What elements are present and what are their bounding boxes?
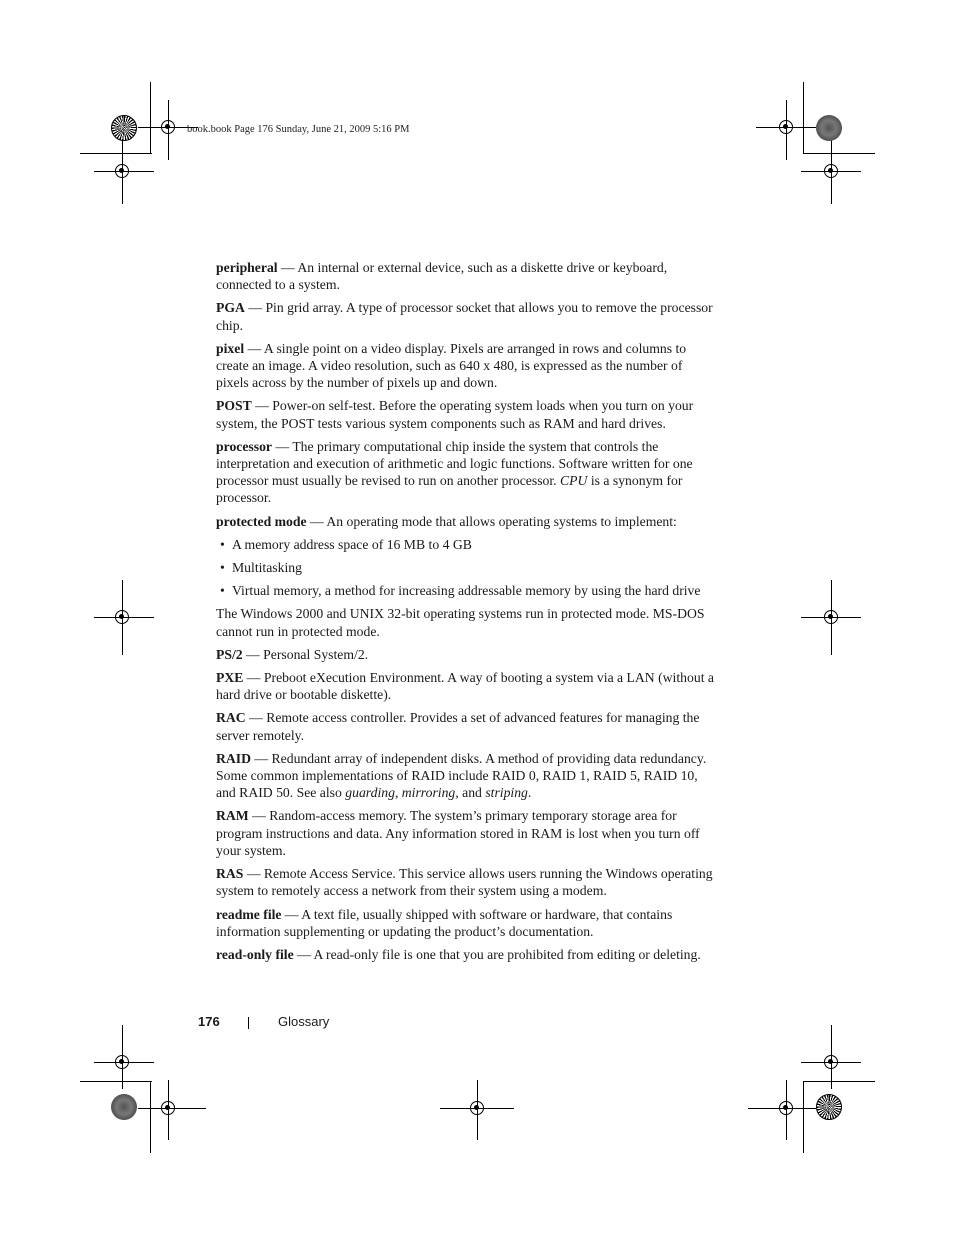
- gray-burst-icon: [816, 115, 842, 141]
- dash: —: [244, 300, 266, 316]
- glossary-entry: [216, 669, 716, 703]
- dash: —: [272, 438, 293, 454]
- glossary-entry: [216, 397, 716, 431]
- glossary-term: RAS: [216, 866, 244, 882]
- glossary-term: readme file: [216, 906, 282, 922]
- dash: —: [293, 946, 314, 962]
- section-name: Glossary: [278, 1014, 330, 1029]
- separator: ,: [394, 785, 402, 801]
- crop-mark: [150, 1081, 151, 1153]
- glossary-definition: Preboot eXecution Environment. A way of booting a system via a LAN (without a hard drive or bootable diskette).: [216, 670, 714, 703]
- cross-reference: CPU: [560, 473, 588, 489]
- glossary-definition: The primary computational chip inside the system that controls the interpretation and execution of arithmetic and logic functions. Software written for one processor must usually be revised to run on another processor.: [216, 438, 693, 489]
- glossary-entry: [216, 906, 716, 940]
- dash: —: [248, 808, 270, 824]
- crop-mark: [803, 1081, 875, 1082]
- glossary-entry: [216, 709, 716, 743]
- glossary-term: POST: [216, 398, 252, 414]
- dash: —: [251, 398, 273, 414]
- glossary-entry: [216, 259, 716, 293]
- glossary-content: [216, 259, 716, 969]
- separator: .: [527, 785, 532, 801]
- registration-mark-icon: [115, 164, 129, 178]
- registration-mark-icon: [115, 610, 129, 624]
- glossary-entry: [216, 946, 716, 963]
- dash: —: [281, 906, 302, 922]
- glossary-entry: [216, 340, 716, 392]
- protected-mode-note: The Windows 2000 and UNIX 32-bit operating systems run in protected mode. MS-DOS cannot run in protected mode.: [216, 606, 705, 639]
- glossary-entry: [216, 438, 716, 507]
- glossary-term: processor: [216, 438, 273, 454]
- footer-divider: [248, 1017, 249, 1029]
- glossary-entry: [216, 513, 716, 530]
- crop-mark: [803, 1081, 804, 1153]
- glossary-entry: [216, 865, 716, 899]
- glossary-definition: A text file, usually shipped with software or hardware, that contains information supplementing or updating the product’s documentation.: [216, 906, 673, 939]
- cross-reference: striping: [485, 785, 528, 801]
- dash: —: [244, 340, 264, 356]
- dash: —: [245, 710, 267, 726]
- cross-reference: guarding: [345, 785, 395, 801]
- registration-mark-icon: [115, 1055, 129, 1069]
- registration-mark-icon: [470, 1101, 484, 1115]
- crop-mark: [803, 153, 875, 154]
- glossary-definition: Remote Access Service. This service allows users running the Windows operating system to remotely access a network from their system using a modem.: [216, 866, 713, 899]
- glossary-definition: Redundant array of independent disks. A method of providing data redundancy. Some common implementations of RAID include RAID 0, RAID 1, RAID 5, RAID 10, and RAID 50. See also: [216, 750, 707, 801]
- registration-mark-icon: [824, 1055, 838, 1069]
- list-item: • Multitasking: [216, 559, 716, 576]
- registration-mark-icon: [824, 164, 838, 178]
- glossary-term: peripheral: [216, 260, 278, 275]
- glossary-term: PXE: [216, 670, 244, 686]
- crop-mark: [80, 1081, 152, 1082]
- glossary-term: pixel: [216, 340, 245, 356]
- dash: —: [277, 260, 298, 275]
- glossary-term: PGA: [216, 300, 245, 316]
- running-head: book.book Page 176 Sunday, June 21, 2009 5:16 PM: [187, 124, 410, 135]
- glossary-definition: Remote access controller. Provides a set of advanced features for managing the server remotely.: [216, 710, 700, 743]
- crop-mark: [803, 82, 804, 154]
- glossary-term: PS/2: [216, 646, 243, 662]
- glossary-definition: An operating mode that allows operating systems to implement:: [326, 513, 677, 529]
- glossary-definition: An internal or external device, such as a diskette drive or keyboard, connected to a system.: [216, 260, 668, 293]
- crop-mark: [150, 82, 151, 154]
- glossary-term: RAM: [216, 808, 249, 824]
- dash: —: [242, 646, 264, 662]
- registration-mark-icon: [779, 120, 793, 134]
- registration-mark-icon: [779, 1101, 793, 1115]
- separator: , and: [455, 785, 486, 801]
- glossary-term: protected mode: [216, 513, 307, 529]
- list-item: • A memory address space of 16 MB to 4 GB: [216, 536, 716, 553]
- glossary-definition: Power-on self-test. Before the operating system loads when you turn on your system, the POST tests various system components such as RAM and hard drives.: [216, 398, 694, 431]
- glossary-entry: [216, 807, 716, 859]
- glossary-definition: Pin grid array. A type of processor socket that allows you to remove the processor chip.: [216, 300, 713, 333]
- page-number: 176: [198, 1014, 220, 1029]
- crop-mark: [80, 153, 152, 154]
- dash: —: [243, 670, 264, 686]
- glossary-term: RAID: [216, 750, 251, 766]
- glossary-definition: Random-access memory. The system’s primary temporary storage area for program instructions and data. Any information stored in RAM is lost when you turn off your system.: [216, 808, 700, 858]
- glossary-term: RAC: [216, 710, 246, 726]
- starburst-icon: [816, 1094, 842, 1120]
- list-item: • Virtual memory, a method for increasing addressable memory by using the hard drive: [216, 582, 716, 599]
- dash: —: [243, 866, 264, 882]
- registration-mark-icon: [824, 610, 838, 624]
- gray-burst-icon: [111, 1094, 137, 1120]
- registration-mark-icon: [161, 120, 175, 134]
- dash: —: [306, 513, 327, 529]
- glossary-entry: [216, 750, 716, 802]
- glossary-entry: [216, 646, 716, 663]
- glossary-definition: A read-only file is one that you are prohibited from editing or deleting.: [313, 946, 701, 962]
- glossary-term: read-only file: [216, 946, 294, 962]
- glossary-definition: A single point on a video display. Pixels are arranged in rows and columns to create an image. A video resolution, such as 640 x 480, is expressed as the number of pixels across by the number of pixels up and down.: [216, 340, 687, 391]
- dash: —: [250, 750, 272, 766]
- glossary-entry: [216, 299, 716, 333]
- cross-reference: mirroring: [401, 785, 456, 801]
- glossary-definition: Personal System/2.: [263, 646, 369, 662]
- glossary-definition-tail: is a synonym for processor.: [216, 473, 683, 506]
- bullet-list: [216, 536, 716, 600]
- starburst-icon: [111, 115, 137, 141]
- registration-mark-icon: [161, 1101, 175, 1115]
